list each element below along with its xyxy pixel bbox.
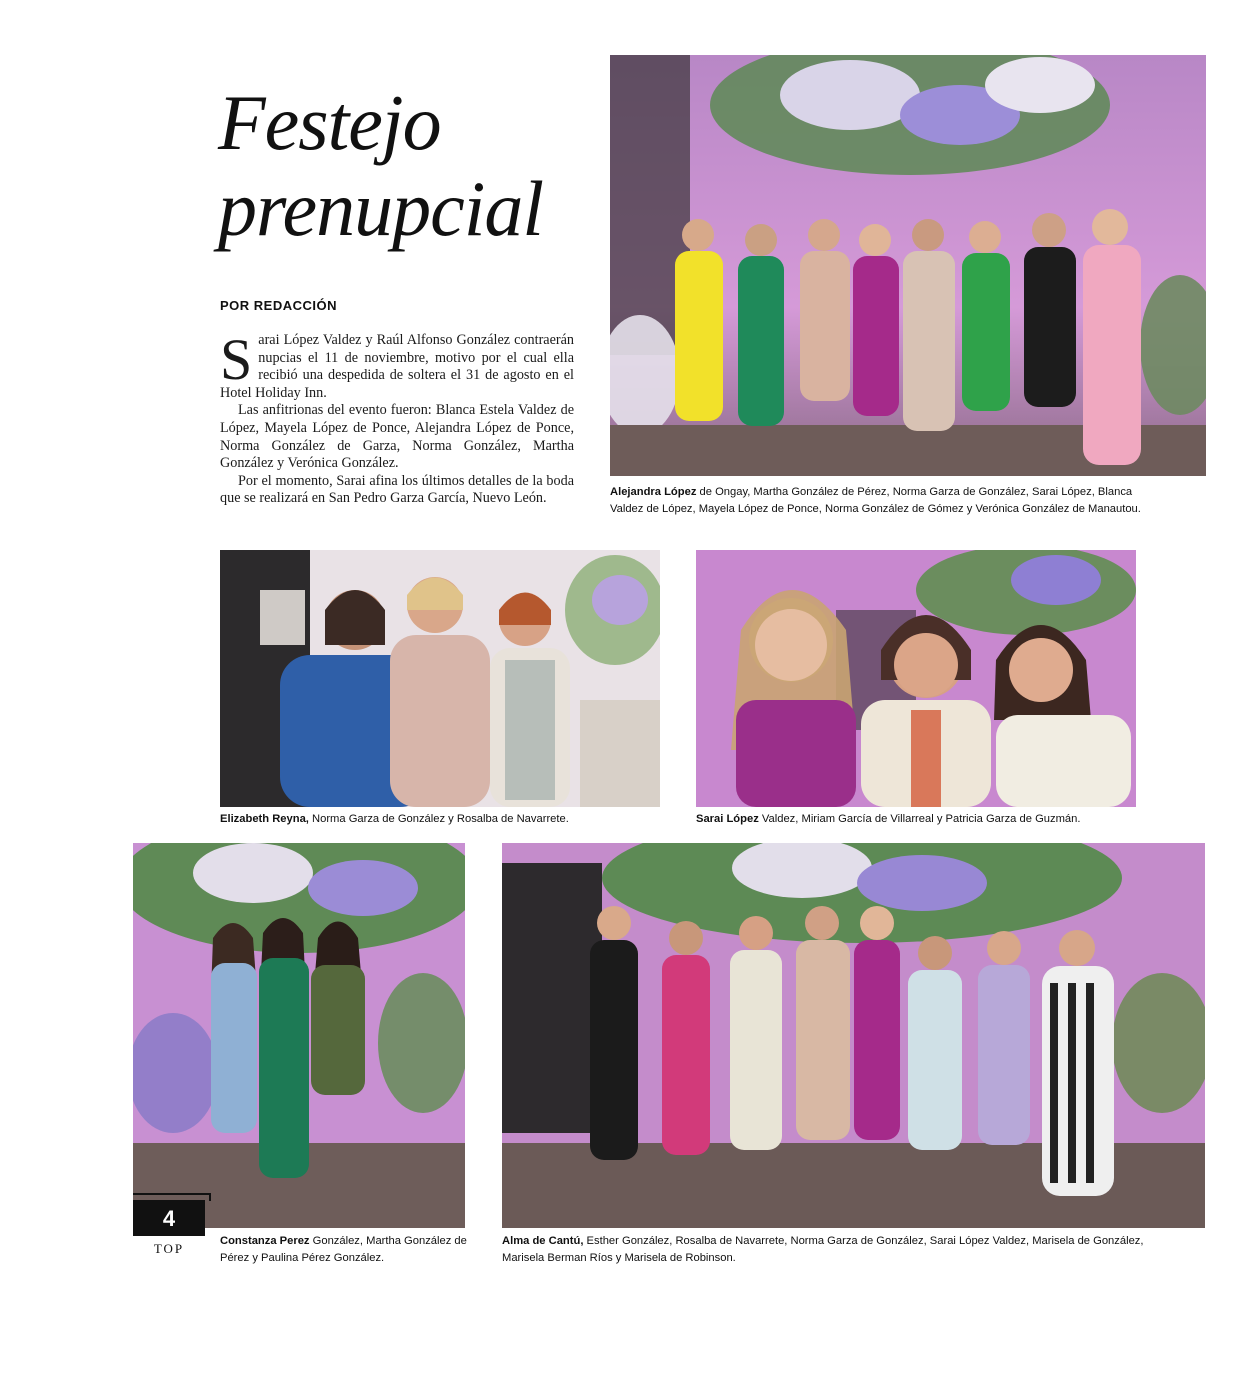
headline <box>218 80 598 252</box>
caption-photo-2 <box>220 811 660 828</box>
photo-three-young-women-image <box>133 843 465 1228</box>
caption-photo-2-text: Norma Garza de González y Rosalba de Navarrete. <box>308 813 569 825</box>
group-photo-guests-image <box>502 843 1205 1228</box>
photo-three-ladies-left <box>220 550 660 807</box>
caption-photo-1-lead: Alejandra López <box>610 486 697 498</box>
caption-photo-3 <box>696 811 1136 828</box>
caption-photo-5-lead: Alma de Cantú, <box>502 1235 584 1247</box>
caption-photo-4-lead: Constanza Perez <box>220 1235 310 1247</box>
caption-photo-3-text: Valdez, Miriam García de Villarreal y Patricia Garza de Guzmán. <box>758 813 1081 825</box>
byline: POR REDACCIÓN <box>220 298 338 313</box>
headline-line-1: Festejo <box>218 79 441 166</box>
article-body <box>220 327 574 508</box>
caption-photo-2-lead: Elizabeth Reyna, <box>220 813 309 825</box>
article-paragraph-2: Las anfitrionas del evento fueron: Blanca Estela Valdez de López, Mayela López de Ponce, Alejandra López de Ponce, Norma González de Garza, Norma González, Martha González y Verónica González. <box>220 402 574 472</box>
headline-line-2: prenupcial <box>218 165 544 252</box>
caption-photo-3-lead: Sarai López <box>696 813 759 825</box>
article-paragraph-1-text: arai López Valdez y Raúl Alfonso González contraerán nupcias el 11 de noviembre, motivo por el cual ella recibió una despedida de soltera el 31 de agosto en el Hotel Holiday Inn. <box>220 332 574 401</box>
photo-bride-closeup <box>696 550 1136 807</box>
photo-bride-closeup-image <box>696 550 1136 807</box>
group-photo-guests <box>502 843 1205 1228</box>
article-paragraph-3: Por el momento, Sarai afina los últimos detalles de la boda que se realizará en San Pedro Garza García, Nuevo León. <box>220 472 574 507</box>
caption-photo-4 <box>220 1233 470 1267</box>
caption-photo-1-text: de Ongay, Martha González de Pérez, Norma Garza de González, Sarai López, Blanca Valdez de López, Mayela López de Ponce, Norma González de Gómez y Verónica González de Manautou. <box>610 486 1141 515</box>
photo-three-ladies-left-image <box>220 550 660 807</box>
drop-cap: S <box>220 327 253 392</box>
section-label: TOP <box>153 1241 185 1256</box>
group-photo-hostesses-image <box>610 55 1206 476</box>
group-photo-hostesses <box>610 55 1206 476</box>
page-number: 4 <box>133 1200 205 1236</box>
caption-photo-5 <box>502 1233 1152 1267</box>
caption-photo-5-text: Esther González, Rosalba de Navarrete, Norma Garza de González, Sarai López Valdez, Marisela de González, Marisela Berman Ríos y Marisela de Robinson. <box>502 1235 1144 1264</box>
article-paragraph-1 <box>220 327 574 402</box>
caption-photo-4-text: González, Martha González de Pérez y Paulina Pérez González. <box>220 1235 467 1264</box>
caption-photo-1 <box>610 484 1150 518</box>
photo-three-young-women <box>133 843 465 1228</box>
